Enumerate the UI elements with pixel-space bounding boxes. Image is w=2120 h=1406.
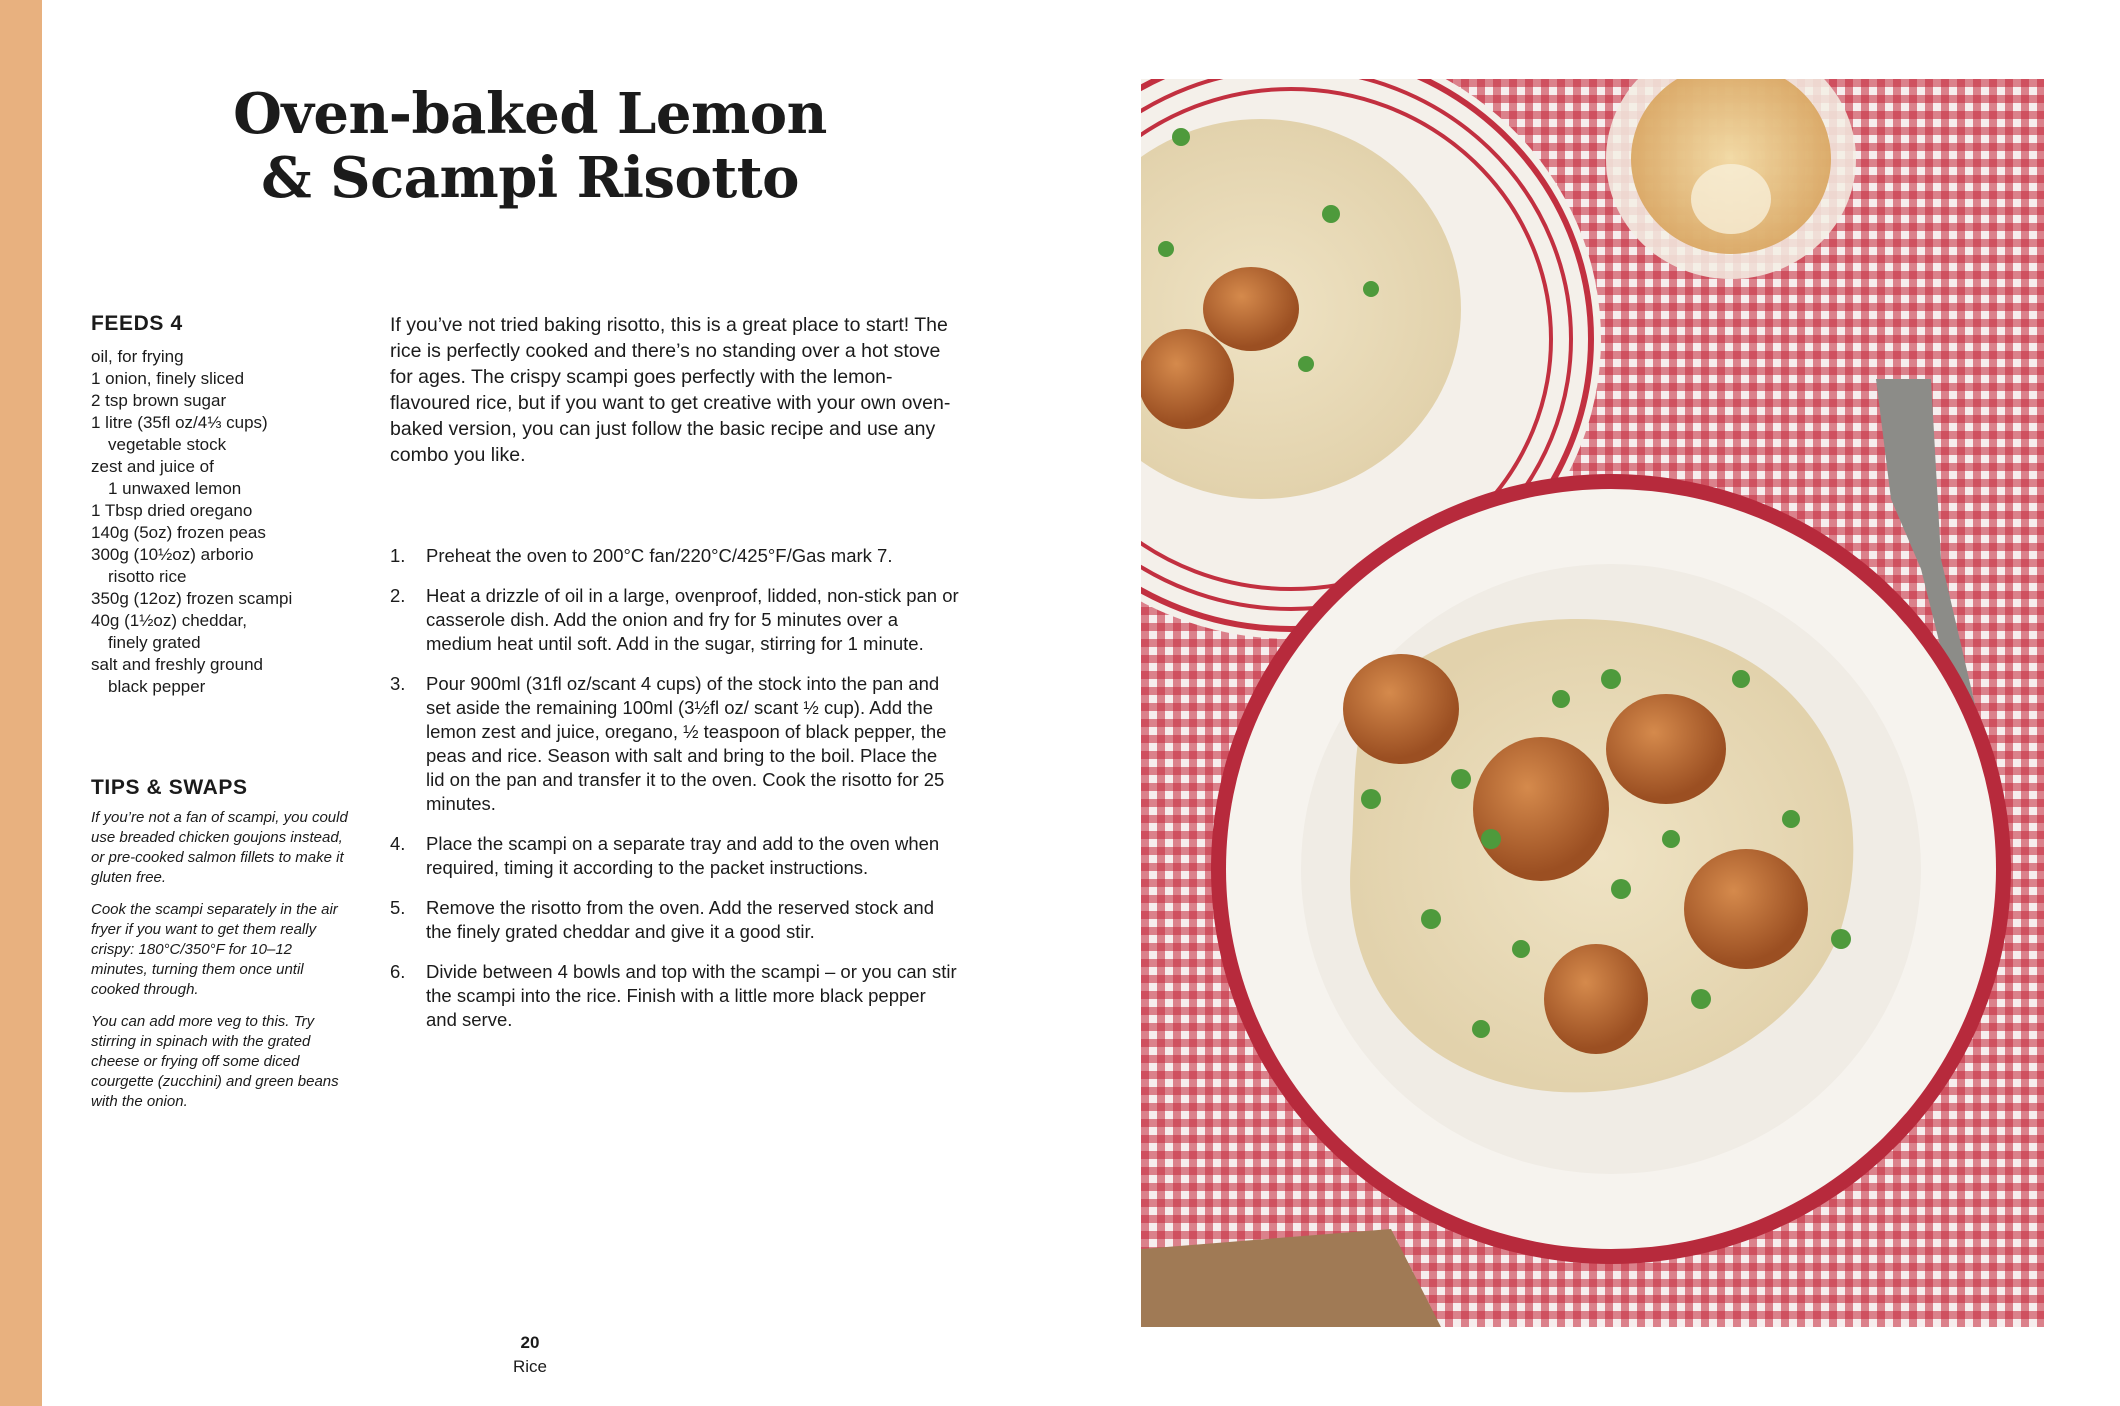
tips-heading: TIPS & SWAPS [91,776,248,799]
step-number: 1. [390,545,406,566]
section-name: Rice [512,1357,547,1376]
page-number: 20 [520,1333,540,1352]
step-text: Pour 900ml (31fl oz/scant 4 cups) of the stock into the pan and set aside the remaining 100ml (3½fl oz/ scant ½ cup). Add the lemon zest and juice, oregano, ½ teaspoon of black pepper, the peas and rice. Season with salt and bring to the boil. Place the lid on the pan and transfer it to the oven. Cook the risotto for 25 minutes. [426,673,947,814]
ingredient-text: oil, for frying [91,347,184,366]
ingredient-text: 1 Tbsp dried oregano [91,501,253,520]
ingredients-section [91,312,361,698]
method-step [390,672,960,816]
ingredient-item [91,346,361,368]
method-step [390,960,960,1032]
tip-paragraph: You can add more veg to this. Try stirring in spinach with the grated cheese or frying off some diced courgette (zucchini) and green beans with the onion. [91,1013,339,1110]
step-text: Heat a drizzle of oil in a large, ovenproof, lidded, non-stick pan or casserole dish. Add the onion and fry for 5 minutes over a medium heat until soft. Add in the sugar, stirring for 1 minute. [426,585,959,654]
tips-list [91,808,351,1112]
recipe-intro: If you’ve not tried baking risotto, this is a great place to start! The rice is perfectly cooked and there’s no standing over a hot stove for ages. The crispy scampi goes perfectly with the lemon-flavoured rice, but if you want to get creative with your own oven-baked version, you can just follow the basic recipe and use any combo you like. [390,314,951,466]
ingredient-item [91,588,361,610]
ingredient-item [91,610,361,654]
ingredient-item [91,390,361,412]
ingredient-text: zest and juice of [91,457,214,476]
step-text: Divide between 4 bowls and top with the scampi – or you can stir the scampi into the rice. Finish with a little more black pepper and serve. [426,961,957,1030]
ingredient-text: 350g (12oz) frozen scampi [91,589,293,608]
ingredient-text: vegetable stock [108,435,227,454]
method-steps [390,544,960,1048]
step-number: 3. [390,673,406,694]
ingredient-text: finely grated [108,633,201,652]
method-step [390,896,960,944]
ingredient-text: 1 litre (35fl oz/4⅓ cups) [91,413,268,432]
recipe-photo [1141,79,2044,1327]
ingredient-text: 1 onion, finely sliced [91,369,245,388]
ingredient-text: 2 tsp brown sugar [91,391,227,410]
ingredient-item [91,412,361,456]
ingredient-text: 40g (1½oz) cheddar, [91,611,247,630]
ingredient-text: salt and freshly ground [91,655,263,674]
ingredient-item [91,500,361,522]
ingredient-text: risotto rice [108,567,187,586]
ingredient-item [91,654,361,698]
ingredient-text: black pepper [108,677,206,696]
method-step [390,544,960,568]
method-step [390,584,960,656]
ingredient-item [91,544,361,588]
step-text: Preheat the oven to 200°C fan/220°C/425°F/Gas mark 7. [426,545,893,566]
ingredient-item [91,456,361,500]
page-footer [480,1331,580,1379]
method-step [390,832,960,880]
step-number: 6. [390,961,406,982]
ingredient-text: 1 unwaxed lemon [108,479,242,498]
step-number: 5. [390,897,406,918]
servings-heading: FEEDS 4 [91,312,183,335]
ingredient-item [91,522,361,544]
tips-section [91,776,351,1112]
step-text: Remove the risotto from the oven. Add the reserved stock and the finely grated cheddar and give it a good stir. [426,897,934,942]
recipe-title [200,82,860,210]
recipe-title-line: Oven-baked Lemon [233,81,827,147]
step-text: Place the scampi on a separate tray and add to the oven when required, timing it according to the packet instructions. [426,833,940,878]
chapter-color-tab [0,0,42,1406]
ingredient-list [91,346,361,698]
tip-paragraph: If you’re not a fan of scampi, you could use breaded chicken goujons instead, or pre-cooked salmon fillets to make it gluten free. [91,809,348,886]
ingredient-text: 300g (10½oz) arborio [91,545,254,564]
ingredient-text: 140g (5oz) frozen peas [91,523,266,542]
recipe-title-line: & Scampi Risotto [261,145,799,211]
step-number: 2. [390,585,406,606]
ingredient-item [91,368,361,390]
tip-paragraph: Cook the scampi separately in the air fryer if you want to get them really crispy: 180°C/350°F for 10–12 minutes, turning them once until cooked through. [91,901,338,998]
step-number: 4. [390,833,406,854]
